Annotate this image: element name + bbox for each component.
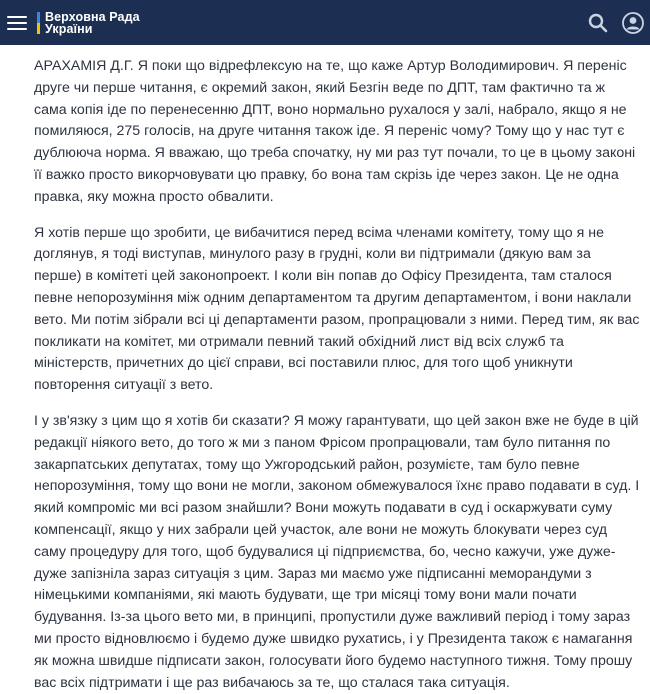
- logo-text: [45, 11, 140, 35]
- menu-bar: [7, 16, 27, 18]
- flag-yellow-stripe: [37, 23, 40, 34]
- logo-line-2: України: [45, 21, 93, 36]
- menu-bar: [7, 28, 27, 30]
- flag-blue-stripe: [37, 12, 40, 23]
- header-actions: [588, 0, 644, 45]
- menu-icon[interactable]: [7, 16, 27, 30]
- transcript-content: [0, 45, 650, 694]
- menu-bar: [7, 22, 27, 24]
- site-header: [0, 0, 650, 45]
- logo-line-1: Верховна Рада: [45, 9, 140, 24]
- transcript-paragraph: Я хотів перше що зробити, це вибачитися перед всіма членами комітету, тому що я не доглянув, я тоді виступав, минулого разу в грудні, коли ви підтримали (дякую вам за перше) в комітеті цей законопроект. І коли він попав до Офісу Президента, там сталося певне непорозуміння між одним департаментом та другим департаментом, і вони наклали вето. Ми потім зібрали всі ці департаменти разом, пропрацювали з ними. Перед тим, як вас покликати на комітет, ми отримали певний такий обхідний лист від всіх служб та міністерств, причетних до цієї справи, всі поставили плюс, для того щоб уникнути повторення ситуації з вето.: [34, 224, 640, 394]
- user-icon[interactable]: [622, 12, 644, 34]
- search-icon[interactable]: [588, 13, 608, 33]
- flag-icon: [37, 12, 40, 34]
- transcript-paragraph: І у зв'язку з цим що я хотів би сказати? Я можу гарантувати, що цей закон вже не буде в цій редакції ніякого вето, до того ж ми з паном Фрісом пропрацювали, там було питання по закарпатських депутатах, тому що Ужгородський район, розумієте, там було певне непорозуміння, тому що вони не могли, законом обмежувалося їхнє право подавати в суд. І який компроміс ми всі разом знайшли? Вони можуть подавати в суд і оскаржувати суму компенсації, якщо у них забрали цей участок, але вони не можуть блокувати через суд саму процедуру для того, щоб будувалися ці підприємства, бо, чесно кажучи, уже дуже-дуже запізніла зараз ситуація з цим. Зараз ми маємо уже підписанні меморандуми з німецькими компаніями, які мають будувати, ще три місяці тому вони мали почати будування. Із-за цього вето ми, в принципі, пропустили дуже важливий період і тому зараз ми просто відновлюємо і будемо дуже швидко рухатись, і у Президента також є намагання як можна швидше підписати закон, голосувати його будемо наступного тижня. Тому прошу вас всіх підтримати і ще раз вибачаюсь за те, що сталася така ситуація.: [34, 412, 640, 691]
- transcript-paragraph: АРАХАМІЯ Д.Г. Я поки що відрефлексую на те, що каже Артур Володимирович. Я переніс друге чи перше читання, є окремий закон, який Безгін веде по ДПТ, там фактично та ж сама копія іде по перенесенню ДПТ, воно нормально рухалося у залі, набрало, якщо я не помиляюся, 275 голосів, на друге читання також іде. Я переніс чому? Тому що у нас тут є дублююча норма. Я вважаю, що треба спочатку, ну ми раз тут почали, то це в цьому законі її важко просто викорчовувати цю правку, бо вона там скрізь іде через закон. Це не одна правка, яку можна просто обвалити.: [34, 58, 636, 205]
- site-logo[interactable]: [37, 11, 140, 35]
